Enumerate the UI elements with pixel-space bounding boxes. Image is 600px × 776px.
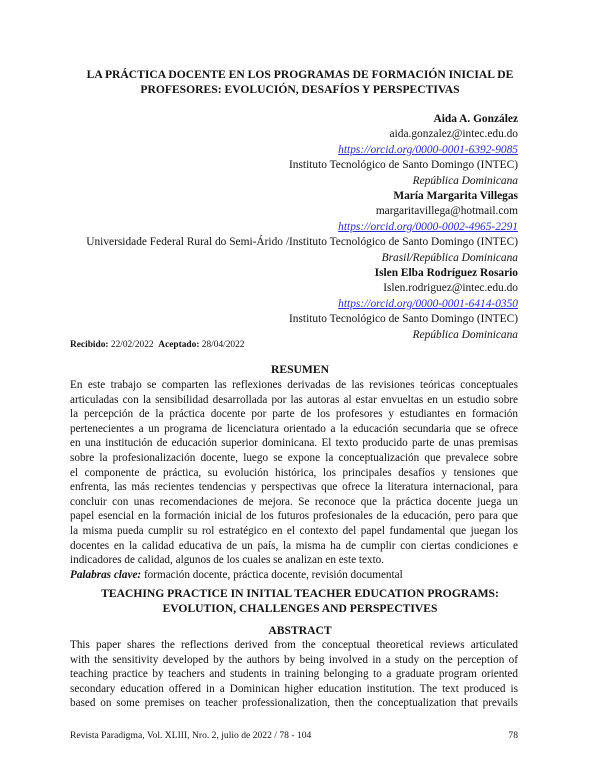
resumen-body (70, 378, 518, 582)
author-institution: Instituto Tecnológico de Santo Domingo (INTEC) (289, 159, 518, 172)
author-orcid-link[interactable]: https://orcid.org/0000-0001-6392-9085 (338, 143, 518, 156)
keywords-line (70, 568, 518, 583)
accepted-label: Aceptado: (158, 340, 200, 350)
journal-citation: Revista Paradigma, Vol. XLIII, Nro. 2, julio de 2022 / 78 - 104 (70, 730, 312, 741)
resumen-line: el componente de práctica, su evolución histórica, los principales desafíos y tensiones que (70, 466, 518, 479)
article-title-en (70, 586, 530, 616)
author-country: República Dominicana (412, 174, 518, 187)
keywords-text: formación docente, práctica docente, revisión documental (143, 568, 403, 581)
title-es-line: LA PRÁCTICA DOCENTE EN LOS PROGRAMAS DE FORMACIÓN INICIAL DE (86, 68, 514, 81)
received-label: Recibido: (70, 340, 109, 350)
abstract-line: This paper shares the reflections derived from the conceptual theoretical reviews articulated (70, 639, 518, 651)
page-footer (70, 730, 518, 741)
title-es-line: PROFESORES: EVOLUCIÓN, DESAFÍOS Y PERSPECTIVAS (140, 83, 460, 96)
submission-dates (70, 340, 245, 350)
resumen-line: concluir con unas recomendaciones de mejora. Se reconoce que la práctica docente juega un (70, 495, 518, 508)
abstract-line: based on some premises on teacher professionalization, then the conceptualization that prevails (70, 697, 518, 710)
author-name: Islen Elba Rodríguez Rosario (374, 267, 518, 280)
author-email[interactable]: Islen.rodriguez@intec.edu.do (383, 282, 518, 295)
author-orcid-link[interactable]: https://orcid.org/0000-0002-4965-2291 (338, 220, 518, 233)
author-country: República Dominicana (412, 328, 518, 341)
author-institution: Instituto Tecnológico de Santo Domingo (INTEC) (289, 313, 518, 326)
keywords-label: Palabras clave: (70, 568, 142, 581)
article-title-es (70, 67, 530, 97)
resumen-heading: RESUMEN (271, 363, 329, 376)
author-country: Brasil/República Dominicana (381, 251, 518, 264)
abstract-line: with the sensitivity developed by the authors by being involved in a study on the perception of (70, 653, 518, 666)
abstract-body (70, 638, 518, 711)
resumen-line: docentes en la calidad educativa de un país, la misma ha de cumplir con ciertas condiciones e (70, 539, 518, 552)
author-email[interactable]: aida.gonzalez@intec.edu.do (389, 128, 518, 141)
resumen-line: enfrenta, las más recientes tendencias y perspectivas que ofrece la literatura internacional, para (70, 481, 518, 494)
resumen-line: pertenecientes a un programa de licenciatura orientado a la educación secundaria que se ofrece (70, 422, 518, 435)
resumen-line: indicadores de calidad, algunos de los cuales se analizan en este texto. (70, 554, 385, 567)
resumen-line: la percepción de la práctica docente por parte de los profesores y estudiantes en formación (70, 408, 518, 421)
page-number: 78 (508, 730, 518, 741)
author-institution: Universidade Federal Rural do Semi-Árido /Instituto Tecnológico de Santo Domingo (INTEC) (86, 236, 518, 249)
author-email[interactable]: margaritavillega@hotmail.com (375, 205, 518, 218)
resumen-line: en una institución de educación superior dominicana. El texto producido parte de unas premisas (70, 437, 518, 450)
resumen-line: la misma pueda cumplir su rol estratégico en el contexto del papel fundamental que juegan los (70, 524, 518, 537)
accepted-date: 28/04/2022 (201, 340, 245, 350)
abstract-line: secondary education offered in a Dominican higher education institution. The text produced is (70, 682, 518, 695)
received-date: 22/02/2022 (110, 340, 154, 350)
title-en-line: EVOLUTION, CHALLENGES AND PERSPECTIVES (162, 602, 438, 615)
resumen-line: articuladas con la sensibilidad desarrollada por las autoras al estar envueltas en un estudio sobre (70, 393, 518, 406)
author-block (86, 112, 518, 343)
author-name: Aida A. González (433, 113, 518, 125)
author-orcid-link[interactable]: https://orcid.org/0000-0001-6414-0350 (338, 297, 518, 310)
abstract-line: teaching practice by teachers and students in training belonging to a graduate program oriented (70, 668, 518, 681)
abstract-heading: ABSTRACT (268, 624, 332, 637)
author-name: María Margarita Villegas (393, 190, 518, 203)
resumen-line: papel esencial en la formación inicial de los futuros profesionales de la educación, pero para que (70, 510, 518, 523)
resumen-line: sobre la profesionalización docente, luego se expone la conceptualización que prevalece sobre (70, 451, 518, 464)
resumen-line: En este trabajo se comparten las reflexiones derivadas de las revisiones teóricas conceptuales (70, 379, 518, 391)
title-en-line: TEACHING PRACTICE IN INITIAL TEACHER EDUCATION PROGRAMS: (101, 587, 499, 600)
